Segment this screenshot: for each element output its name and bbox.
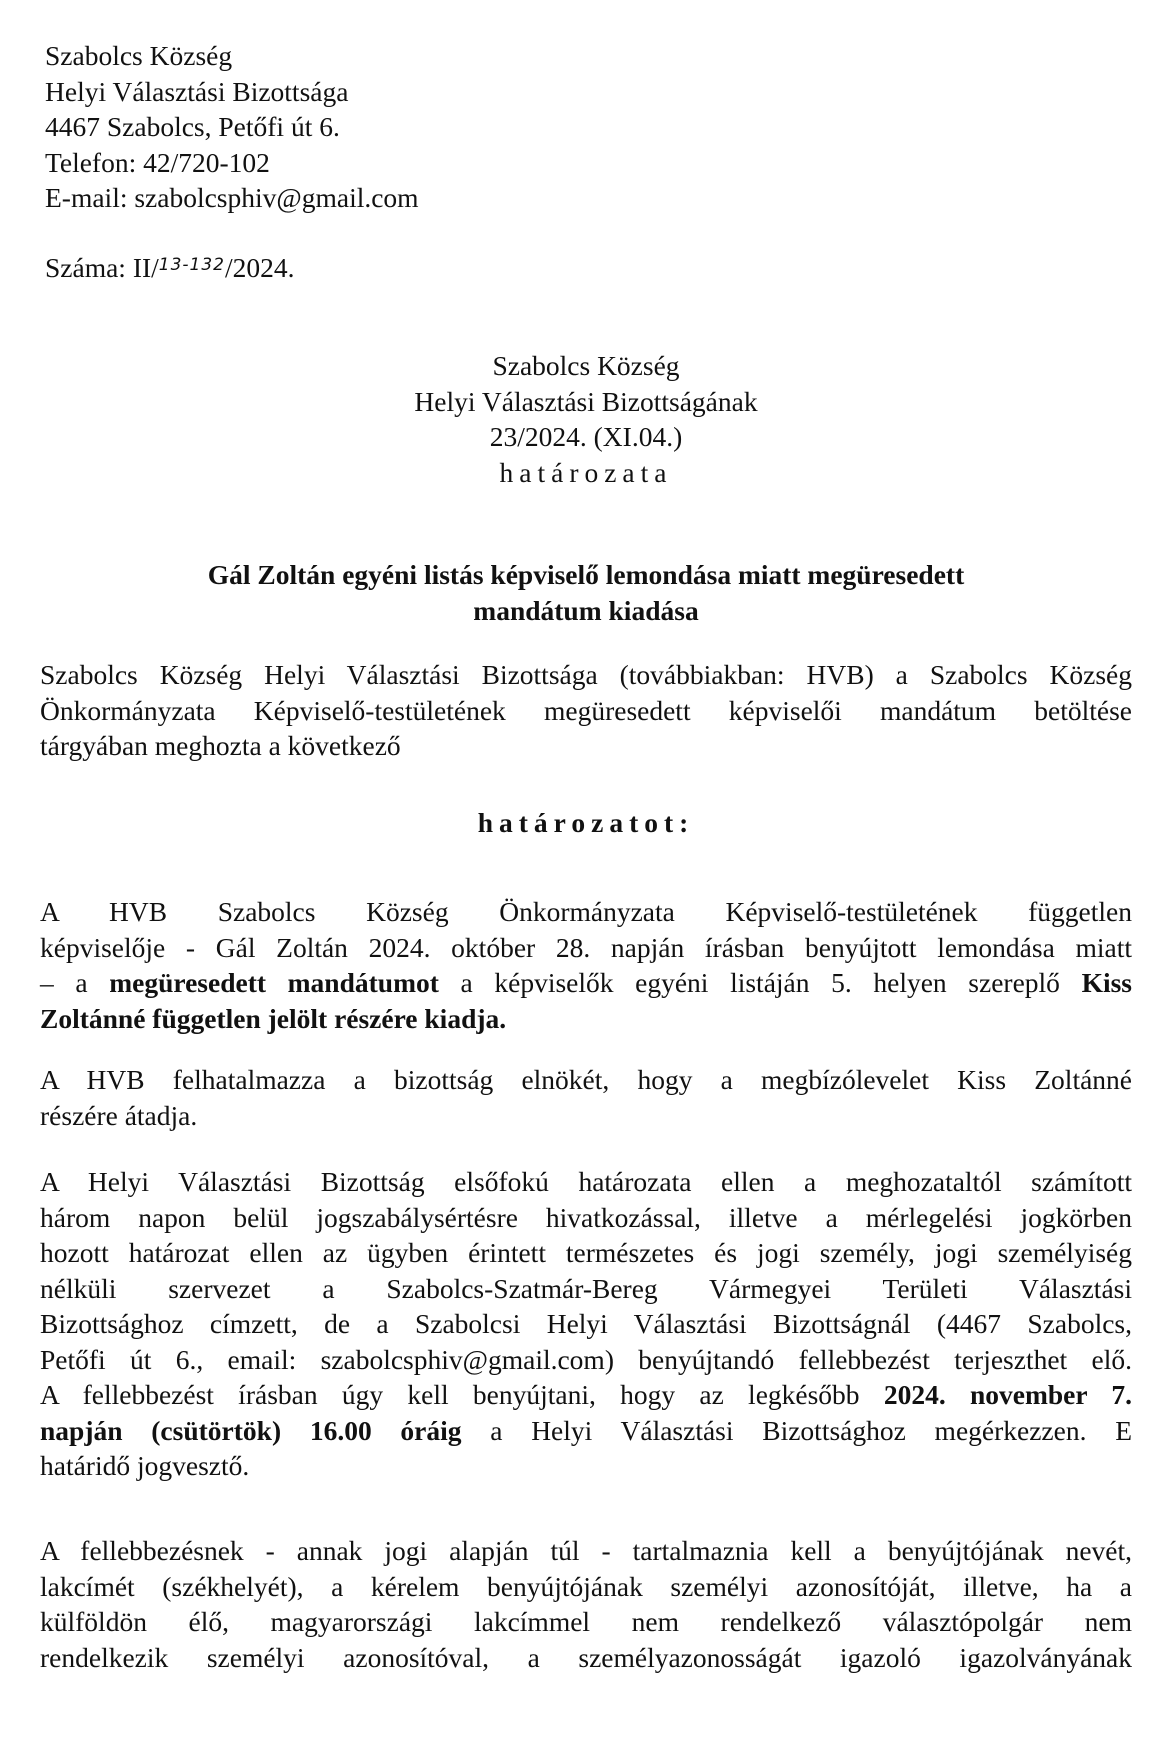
title-line-3: 23/2024. (XI.04.) [489, 421, 683, 452]
resolution-subject [0, 557, 1172, 628]
sender-address: 4467 Szabolcs, Petőfi út 6. [45, 111, 340, 142]
paragraph-line: Bizottsághoz címzett, de a Szabolcsi Helyi Választási Bizottságnál (4467 Szabolcs, [40, 1308, 1132, 1339]
sender-committee: Helyi Választási Bizottsága [45, 75, 349, 107]
paragraph-line: lakcímét (székhelyét), a kérelem benyújtójának személyi azonosítóját, illetve, ha a [40, 1570, 1132, 1602]
resolution-title [0, 348, 1172, 490]
reference-suffix: /2024. [225, 252, 295, 283]
text-segment-bold: 2024. november 7. [883, 1379, 1132, 1410]
paragraph-line [40, 1413, 1132, 1449]
paragraph-line: nélküli szervezet a Szabolcs-Szatmár-Bereg Vármegyei Területi Választási [40, 1272, 1132, 1304]
subject-line-2: mandátum kiadása [473, 594, 699, 626]
paragraph-line: részére átadja. [40, 1099, 198, 1131]
paragraph-line: A HVB felhatalmazza a bizottság elnökét, hogy a megbízólevelet Kiss Zoltánné [40, 1064, 1132, 1095]
paragraph-line: három napon belül jogszabálysértésre hivatkozással, illetve a mérlegelési jogkörben [40, 1201, 1132, 1233]
text-segment-bold: napján (csütörtök) 16.00 óráig [40, 1414, 462, 1446]
appeal-content-paragraph [40, 1533, 1132, 1675]
reference-prefix: Száma: II/ [45, 252, 159, 283]
text-segment-bold: Kiss [1081, 967, 1132, 998]
paragraph-line: hozott határozat ellen az ügyben érintett természetes és jogi személy, jogi személyiség [40, 1237, 1132, 1268]
decision-paragraph-2 [40, 1062, 1132, 1133]
paragraph-line [40, 965, 1132, 1001]
text-segment-bold: Zoltánné független jelölt részére kiadja. [40, 1002, 507, 1034]
paragraph-line: A HVB Szabolcs Község Önkormányzata Képviselő-testületének független [40, 896, 1132, 927]
paragraph-line: A fellebbezésnek - annak jogi alapján túl - tartalmaznia kell a benyújtójának nevét, [40, 1535, 1132, 1566]
sender-name: Szabolcs Község [45, 40, 233, 71]
intro-line: Szabolcs Község Helyi Választási Bizottsága (továbbiakban: HVB) a Szabolcs Község [40, 659, 1132, 690]
title-line-2: Helyi Választási Bizottságának [414, 385, 758, 417]
title-line-4: határozata [499, 456, 673, 488]
intro-line: tárgyában meghozta a következő [40, 730, 401, 761]
text-segment-bold: megüresedett mandátumot [109, 967, 439, 998]
sender-phone: Telefon: 42/720-102 [45, 146, 270, 178]
text-segment: a Helyi Választási Bizottsághoz megérkezzen. E [461, 1414, 1132, 1446]
subject-line-1: Gál Zoltán egyéni listás képviselő lemondása miatt megüresedett [207, 559, 965, 590]
text-segment: a képviselők egyéni listáján 5. helyen szereplő [438, 967, 1082, 998]
decision-heading: határozatot: [477, 807, 695, 838]
title-line-1: Szabolcs Község [492, 350, 680, 381]
intro-paragraph [40, 657, 1132, 764]
paragraph-line: rendelkezik személyi azonosítóval, a személyazonosságát igazoló igazolványának [40, 1641, 1132, 1673]
paragraph-line: Petőfi út 6., email: szabolcsphiv@gmail.com) benyújtandó fellebbezést terjeszthet elő. [40, 1343, 1132, 1375]
paragraph-line: külföldön élő, magyarországi lakcímmel nem rendelkező választópolgár nem [40, 1606, 1132, 1637]
sender-email: E-mail: szabolcsphiv@gmail.com [45, 182, 419, 213]
paragraph-line: képviselője - Gál Zoltán 2024. október 28. napján írásban benyújtott lemondása miatt [40, 931, 1132, 963]
sender-block [45, 38, 419, 216]
text-segment: A fellebbezést írásban úgy kell benyújtani, hogy az legkésőbb [40, 1379, 884, 1410]
reference-handwritten: 13-132 [158, 255, 225, 275]
paragraph-line: A Helyi Választási Bizottság elsőfokú határozata ellen a meghozataltól számított [40, 1166, 1132, 1197]
paragraph-line [40, 1001, 1132, 1037]
reference-number [45, 248, 295, 286]
paragraph-line [40, 1377, 1132, 1413]
appeal-paragraph [40, 1164, 1132, 1484]
intro-line: Önkormányzata Képviselő-testületének megüresedett képviselői mandátum betöltése [40, 694, 1132, 726]
paragraph-line: határidő jogvesztő. [40, 1450, 250, 1481]
decision-paragraph-1 [40, 894, 1132, 1036]
text-segment: – a [40, 967, 110, 998]
